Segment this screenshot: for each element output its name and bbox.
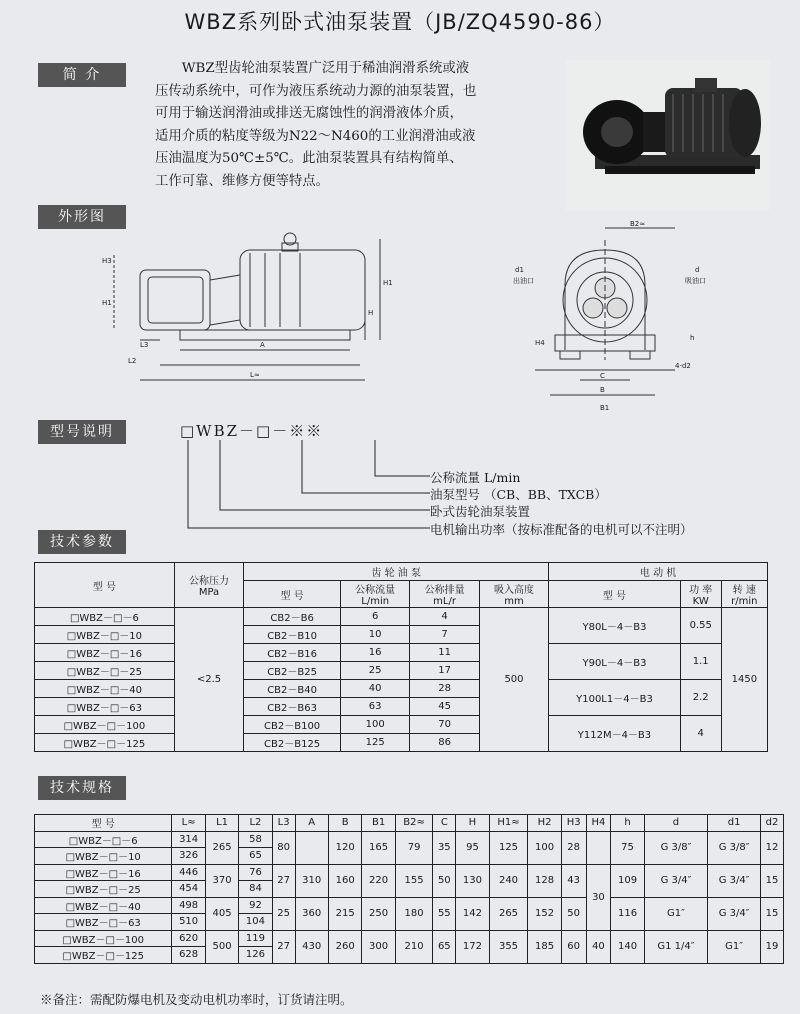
th: B [328,815,361,832]
label-d1: d1 [515,266,524,274]
cell: 95 [456,831,489,864]
label-outlet: 出油口 [513,277,534,285]
cell: □WBZ－□－6 [35,608,175,626]
cell: 405 [205,897,238,930]
cell: 152 [528,897,561,930]
page-title: WBZ系列卧式油泵装置（JB/ZQ4590-86） [184,10,616,34]
th-motor-model: 型 号 [549,581,681,608]
cell: □WBZ－□－125 [35,947,172,964]
cell: 172 [456,930,489,963]
cell: 45 [410,698,479,716]
cell: 65 [433,930,456,963]
th: L2 [239,815,272,832]
table-row [35,608,768,626]
cell: 75 [611,831,644,864]
cell: 125 [489,831,528,864]
th-disp: 公称排量 mL/r [410,581,479,608]
cell-suction: 500 [479,608,548,752]
cell: Y100L1－4－B3 [549,680,681,716]
cell: □WBZ－□－40 [35,897,172,914]
cell: 126 [239,947,272,964]
label-d: d [695,266,700,274]
th: H [456,815,489,832]
cell: 210 [395,930,433,963]
spec-table [34,814,784,964]
th-speed: 转 速 r/min [721,581,767,608]
cell: 310 [295,864,328,897]
label-l: L≈ [250,371,260,379]
cell: G1″ [708,930,761,963]
cell: 185 [528,930,561,963]
cell: 180 [395,897,433,930]
cell: Y80L－4－B3 [549,608,681,644]
label-b1: B1 [600,404,610,412]
cell: □WBZ－□－63 [35,914,172,931]
cell: 19 [761,930,784,963]
cell: 265 [205,831,238,864]
section-intro: 简 介 [38,63,126,87]
cell: 510 [172,914,205,931]
end-view-drawing [505,220,735,420]
cell: 4 [680,716,721,752]
th: d [644,815,707,832]
label-a: A [260,341,265,349]
cell: 63 [340,698,409,716]
cell: 0.55 [680,608,721,644]
cell: 30 [586,864,611,930]
table-row [35,897,784,914]
table-row [35,680,768,698]
cell: 326 [172,848,205,865]
cell: □WBZ－□－63 [35,698,175,716]
cell: 27 [272,930,295,963]
spec-header-row [35,815,784,832]
cell: 160 [328,864,361,897]
section-model: 型号说明 [38,420,126,444]
cell: G1 1/4″ [644,930,707,963]
cell: 116 [611,897,644,930]
th: H3 [561,815,586,832]
th: A [295,815,328,832]
cell: CB2－B6 [244,608,341,626]
intro-line: 工作可靠、维修方便等特点。 [155,173,330,189]
th: H4 [586,815,611,832]
th-model: 型 号 [35,563,175,608]
cell: CB2－B25 [244,662,341,680]
cell: 620 [172,930,205,947]
cell: □WBZ－□－125 [35,734,175,752]
section-outline: 外形图 [38,205,126,229]
cell: □WBZ－□－25 [35,881,172,898]
cell: 84 [239,881,272,898]
table-row [35,644,768,662]
th: H1≈ [489,815,528,832]
cell: □WBZ－□－10 [35,626,175,644]
cell: CB2－B40 [244,680,341,698]
cell: 628 [172,947,205,964]
th: d1 [708,815,761,832]
table-row [35,864,784,881]
model-item-pump: 油泵型号 （CB、BB、TXCB） [430,487,607,502]
cell-speed: 1450 [721,608,767,752]
cell: 120 [328,831,361,864]
cell: 300 [362,930,395,963]
cell: 314 [172,831,205,848]
cell: 11 [410,644,479,662]
cell: □WBZ－□－100 [35,716,175,734]
th: L1 [205,815,238,832]
cell: 100 [340,716,409,734]
model-leader-lines [180,438,440,543]
cell: 142 [456,897,489,930]
model-code: □WBZ－□－※※ [180,422,324,440]
cell: 28 [561,831,586,864]
label-d2: 4-d2 [675,362,691,370]
cell: 250 [362,897,395,930]
cell: 240 [489,864,528,897]
cell: 360 [295,897,328,930]
cell: 28 [410,680,479,698]
cell: 50 [433,864,456,897]
th: 型 号 [35,815,172,832]
intro-text [155,58,550,193]
label-h: H [368,309,374,317]
th-pump: 齿 轮 油 泵 [244,563,549,581]
label-c: C [600,372,605,380]
cell: 430 [295,930,328,963]
cell: 70 [410,716,479,734]
model-explanation [180,420,740,540]
label-l3: L3 [140,341,149,349]
model-item-type: 卧式齿轮油泵装置 [430,504,531,519]
intro-line: 压油温度为50℃±5℃。此油泵装置具有结构简单、 [155,151,463,166]
cell: □WBZ－□－16 [35,864,172,881]
th: C [433,815,456,832]
cell: 500 [205,930,238,963]
label-h3: H3 [102,257,112,265]
cell: 155 [395,864,433,897]
intro-line: 可用于输送润滑油或排送无腐蚀性的润滑液体介质， [155,106,463,121]
cell: 15 [761,864,784,897]
label-b2: B2≈ [630,220,646,228]
th: B1 [362,815,395,832]
cell: G 3/4″ [644,864,707,897]
cell: 140 [611,930,644,963]
th-flow: 公称流量 L/min [340,581,409,608]
cell: □WBZ－□－6 [35,831,172,848]
cell: 55 [433,897,456,930]
cell: 60 [561,930,586,963]
side-view-drawing [100,225,400,400]
cell: 370 [205,864,238,897]
footnote: ※备注：需配防爆电机及变动电机功率时，订货请注明。 [40,992,353,1007]
cell: CB2－B10 [244,626,341,644]
cell: 355 [489,930,528,963]
cell: 76 [239,864,272,881]
cell: Y112M－4－B3 [549,716,681,752]
cell: □WBZ－□－100 [35,930,172,947]
cell: 65 [239,848,272,865]
th: L3 [272,815,295,832]
cell: 12 [761,831,784,864]
cell-pressure: <2.5 [174,608,243,752]
cell: 25 [272,897,295,930]
cell: □WBZ－□－40 [35,680,175,698]
cell: 35 [433,831,456,864]
cell: 498 [172,897,205,914]
cell: 1.1 [680,644,721,680]
th: L≈ [172,815,205,832]
th: H2 [528,815,561,832]
cell: 104 [239,914,272,931]
cell: 92 [239,897,272,914]
cell: □WBZ－□－10 [35,848,172,865]
label-l2: L2 [128,357,137,365]
model-item-flow: 公称流量 L/min [430,470,521,485]
cell: 40 [586,930,611,963]
cell: 58 [239,831,272,848]
cell: 119 [239,930,272,947]
label-hh: h [690,334,695,342]
cell: G 3/8″ [708,831,761,864]
th-pump-model: 型 号 [244,581,341,608]
cell: 6 [340,608,409,626]
intro-line: 适用介质的粘度等级为N22～N460的工业润滑油或液 [155,128,476,144]
cell: 4 [410,608,479,626]
cell: 25 [340,662,409,680]
cell: 265 [489,897,528,930]
cell: CB2－B16 [244,644,341,662]
section-params: 技术参数 [38,530,126,554]
cell: 7 [410,626,479,644]
cell: 260 [328,930,361,963]
cell [295,831,328,864]
label-inlet: 吸油口 [685,277,706,285]
cell: Y90L－4－B3 [549,644,681,680]
label-h1b: H1 [383,279,393,287]
cell: □WBZ－□－16 [35,644,175,662]
th: h [611,815,644,832]
cell: 50 [561,897,586,930]
cell: 109 [611,864,644,897]
cell: G 3/4″ [708,864,761,897]
cell: G1″ [644,897,707,930]
label-h4: H4 [535,339,545,347]
cell: 79 [395,831,433,864]
intro-line: 压传动系统中，可作为液压系统动力源的油泵装置，也 [155,83,477,99]
th: B2≈ [395,815,433,832]
cell: 128 [528,864,561,897]
th-pressure: 公称压力 MPa [174,563,243,608]
table-row [35,716,768,734]
model-item-power: 电机输出功率（按标准配备的电机可以不注明） [430,522,693,537]
cell: G 3/8″ [644,831,707,864]
cell: □WBZ－□－25 [35,662,175,680]
cell: 80 [272,831,295,864]
label-h1: H1 [102,299,112,307]
cell: CB2－B63 [244,698,341,716]
cell: 10 [340,626,409,644]
cell: 165 [362,831,395,864]
cell: 100 [528,831,561,864]
cell: 40 [340,680,409,698]
pump-photo [565,60,770,210]
cell: 454 [172,881,205,898]
cell: 446 [172,864,205,881]
cell: CB2－B100 [244,716,341,734]
cell [586,831,611,864]
th-motor: 电 动 机 [549,563,768,581]
th-suction: 吸入高度 mm [479,581,548,608]
th-power: 功 率 KW [680,581,721,608]
label-b: B [600,386,605,394]
cell: 86 [410,734,479,752]
intro-line: WBZ型齿轮油泵装置广泛用于稀油润滑系统或液 [181,61,470,76]
cell: 43 [561,864,586,897]
cell: G 3/4″ [708,897,761,930]
cell: 130 [456,864,489,897]
cell: 17 [410,662,479,680]
th: d2 [761,815,784,832]
cell: 16 [340,644,409,662]
table-row [35,831,784,848]
cell: CB2－B125 [244,734,341,752]
cell: 15 [761,897,784,930]
cell: 220 [362,864,395,897]
cell: 215 [328,897,361,930]
cell: 2.2 [680,680,721,716]
cell: 125 [340,734,409,752]
section-specs: 技术规格 [38,776,126,800]
table-row [35,930,784,947]
params-table [34,562,768,752]
cell: 27 [272,864,295,897]
